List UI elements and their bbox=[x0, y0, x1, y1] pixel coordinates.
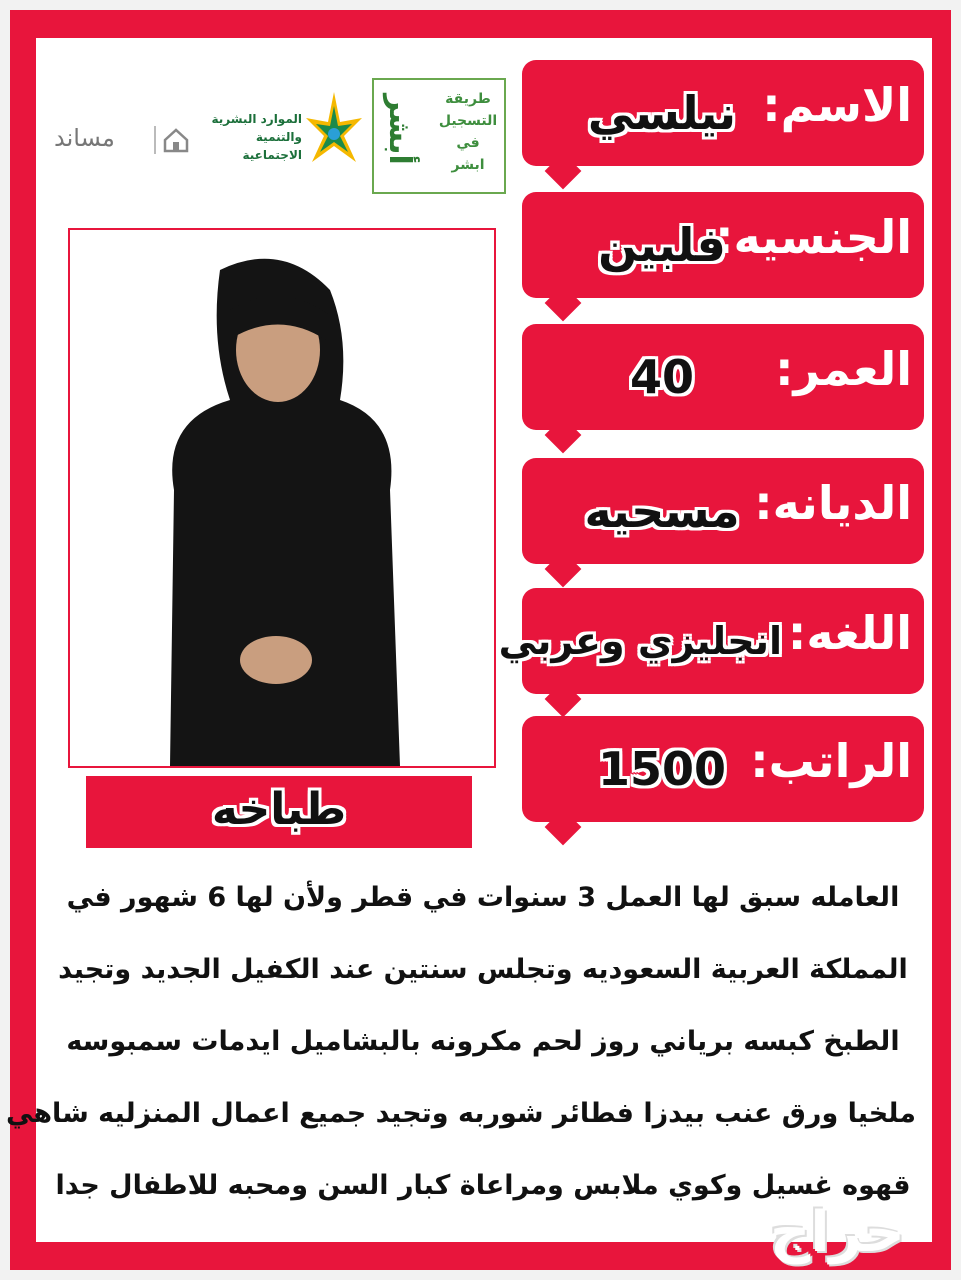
field-nationality-value: فلبين bbox=[598, 218, 726, 272]
field-language-label: اللغه: bbox=[787, 606, 912, 660]
hrsd-logo-text: الموارد البشرية والتنمية الاجتماعية bbox=[211, 112, 302, 162]
absher-logo bbox=[372, 78, 506, 194]
field-nationality bbox=[522, 192, 924, 298]
field-name bbox=[522, 60, 924, 166]
job-title: طباخه bbox=[211, 784, 347, 835]
absher-logo-caption: طريقة التسجيل في ابشر bbox=[438, 91, 498, 173]
absher-logo-wordmark: أبشر bbox=[382, 94, 417, 165]
field-religion bbox=[522, 458, 924, 564]
field-salary bbox=[522, 716, 924, 822]
description bbox=[6, 862, 916, 1222]
field-name-value: نيلسي bbox=[587, 86, 737, 140]
field-salary-value: 1500 bbox=[597, 742, 727, 796]
field-age bbox=[522, 324, 924, 430]
field-religion-value: مسحيه bbox=[584, 484, 740, 538]
musaned-logo-text: مساند bbox=[54, 124, 115, 152]
hrsd-star-icon bbox=[302, 88, 366, 180]
field-religion-label: الديانه: bbox=[754, 476, 912, 530]
description-line: قهوه غسيل وكوي ملابس ومراعاة كبار السن ومحبه للاطفال جدا bbox=[55, 1170, 911, 1201]
field-language bbox=[498, 588, 924, 694]
description-line: العامله سبق لها العمل 3 سنوات في قطر ولأن لها 6 شهور في bbox=[66, 882, 900, 913]
description-line: الطبخ كبسه برياني روز لحم مكرونه بالبشاميل ايدمات سمبوسه bbox=[66, 1026, 900, 1057]
field-salary-label: الراتب: bbox=[750, 734, 912, 788]
watermark: حراج bbox=[770, 1200, 905, 1265]
field-age-value: 40 bbox=[629, 350, 694, 404]
job-title-ribbon bbox=[86, 776, 472, 848]
field-name-label: الاسم: bbox=[762, 78, 912, 132]
field-age-label: العمر: bbox=[775, 342, 912, 396]
hrsd-logo bbox=[196, 88, 366, 180]
field-language-value: انجليزي وعربي bbox=[498, 619, 782, 663]
musaned-logo bbox=[54, 122, 198, 158]
worker-figure-image bbox=[70, 230, 494, 766]
logo-divider bbox=[154, 126, 156, 154]
description-line: المملكة العربية السعوديه وتجلس سنتين عند الكفيل الجديد وتجيد bbox=[58, 954, 908, 985]
description-line: ملخيا ورق عنب بيدزا فطائر شوربه وتجيد جميع اعمال المنزليه شاهي bbox=[6, 1098, 916, 1129]
house-icon bbox=[162, 126, 190, 154]
field-nationality-label: الجنسيه: bbox=[715, 210, 912, 264]
worker-photo bbox=[68, 228, 496, 768]
